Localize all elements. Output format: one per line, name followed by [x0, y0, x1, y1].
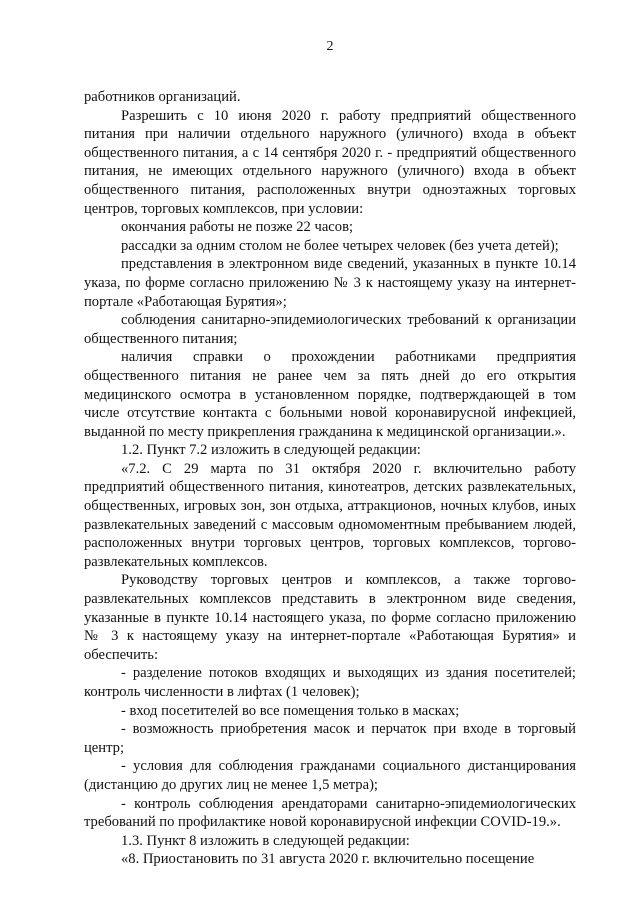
paragraph: 1.2. Пункт 7.2 изложить в следующей редакции: [121, 442, 421, 459]
paragraph: наличия справки о прохождении работниками предприятия общественного питания не ранее чем за пять дней до его открытия медицинского осмотра в установленном порядке, подтверждающей в том числе отсутствие контакта с больными новой коронавирусной инфекцией, выданной по месту прикрепления гражданина к медицинской организации.». [84, 349, 576, 440]
paragraph: рассадки за одним столом не более четырех человек (без учета детей); [121, 237, 559, 254]
paragraph: соблюдения санитарно-эпидемиологических требований к организации общественного питания; [84, 312, 576, 347]
page-number: 2 [326, 39, 334, 54]
list-item: - разделение потоков входящих и выходящих из здания посетителей; контроль численности в лифтах (1 человек); [84, 665, 576, 700]
list-item: - контроль соблюдения арендаторами санитарно-эпидемиологических требований по профилактике новой коронавирусной инфекции COVID-19.». [84, 795, 576, 831]
list-item: - вход посетителей во все помещения только в масках; [121, 702, 460, 719]
paragraph: окончания работы не позже 22 часов; [121, 219, 354, 236]
paragraph: Разрешить с 10 июня 2020 г. работу предприятий общественного питания при наличии отдельного наружного (уличного) входа в объект общественного питания, а с 14 сентября 2020 г. - предприятий общественного питания, не имеющих отдельного наружного (уличного) входа в объект общественного питания, расположенных внутри одноэтажных торговых центров, торговых комплексов, при условии: [84, 107, 576, 217]
list-item: - условия для соблюдения гражданами социального дистанцирования (дистанцию до других лиц не менее 1,5 метра); [84, 758, 576, 793]
paragraph: «7.2. С 29 марта по 31 октября 2020 г. включительно работу предприятий общественного питания, кинотеатров, детских развлекательных, общественных, игровых зон, зон отдыха, аттракционов, ночных клубов, иных развлекательных заведений с массовым одномоментным пребыванием людей, расположенных внутри торговых центров, торговых комплексов, торгово-развлекательных комплексов. [84, 460, 576, 570]
paragraph: работников организаций. [84, 89, 241, 105]
paragraph: 1.3. Пункт 8 изложить в следующей редакции: [121, 832, 410, 849]
list-item: - возможность приобретения масок и перчаток при входе в торговый центр; [84, 721, 576, 756]
paragraph: представления в электронном виде сведений, указанных в пункте 10.14 указа, по форме согласно приложению № 3 к настоящему указу на интернет-портале «Работающая Бурятия»; [84, 256, 576, 310]
paragraph: «8. Приостановить по 31 августа 2020 г. включительно посещение [121, 851, 535, 868]
paragraph: Руководству торговых центров и комплексов, а также торгово-развлекательных комплексов представить в электронном виде сведения, указанные в пункте 10.14 настоящего указа, по форме согласно приложению № 3 к настоящему указу на интернет-портале «Работающая Бурятия» и обеспечить: [84, 572, 576, 663]
